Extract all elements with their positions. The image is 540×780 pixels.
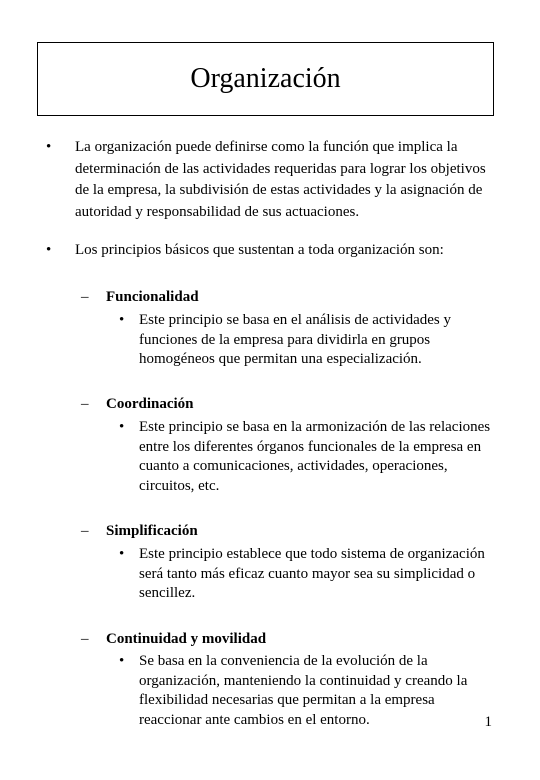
principle-text: Se basa en la conveniencia de la evolución de la organización, manteniendo la continuidad y creando la flexibilidad necesarias que permitan a la empresa reaccionar ante cambios en el entorno. bbox=[139, 653, 468, 728]
dash-mark: – bbox=[81, 631, 89, 647]
sub-bullet-dot: • bbox=[119, 546, 125, 562]
sub-bullet-dot: • bbox=[119, 312, 125, 328]
sub-bullet-dot: • bbox=[119, 653, 125, 669]
principle-name: Coordinación bbox=[106, 396, 194, 412]
bullet-dot: • bbox=[46, 139, 52, 155]
principle-text: Este principio se basa en la armonización de las relaciones entre los diferentes órganos funcionales de la empresa en cuanto a comunicaciones, actividades, operaciones, circuitos, etc. bbox=[139, 419, 491, 494]
dash-mark: – bbox=[81, 396, 89, 412]
bullet-text: Los principios básicos que sustentan a toda organización son: bbox=[75, 242, 444, 258]
principle-name: Simplificación bbox=[106, 523, 198, 539]
principle-text: Este principio se basa en el análisis de actividades y funciones de la empresa para dividirla en grupos homogéneos que permitan una especialización. bbox=[139, 312, 451, 367]
sub-bullet-dot: • bbox=[119, 419, 125, 435]
bullet-text: La organización puede definirse como la función que implica la determinación de las actividades requeridas para lograr los objetivos de la empresa, la subdivisión de estas actividades y la asignación de autoridad y responsabilidad de sus actuaciones. bbox=[75, 139, 486, 220]
bullet-dot: • bbox=[46, 242, 52, 258]
title-box bbox=[37, 42, 494, 116]
page-number: 1 bbox=[484, 714, 492, 730]
principle-name: Funcionalidad bbox=[106, 289, 199, 305]
principle-text: Este principio establece que todo sistema de organización será tanto más eficaz cuanto mayor sea su simplicidad o sencillez. bbox=[139, 546, 485, 601]
dash-mark: – bbox=[81, 289, 89, 305]
principle-name: Continuidad y movilidad bbox=[106, 631, 267, 647]
page-title: Organización bbox=[190, 63, 341, 94]
dash-mark: – bbox=[81, 523, 89, 539]
